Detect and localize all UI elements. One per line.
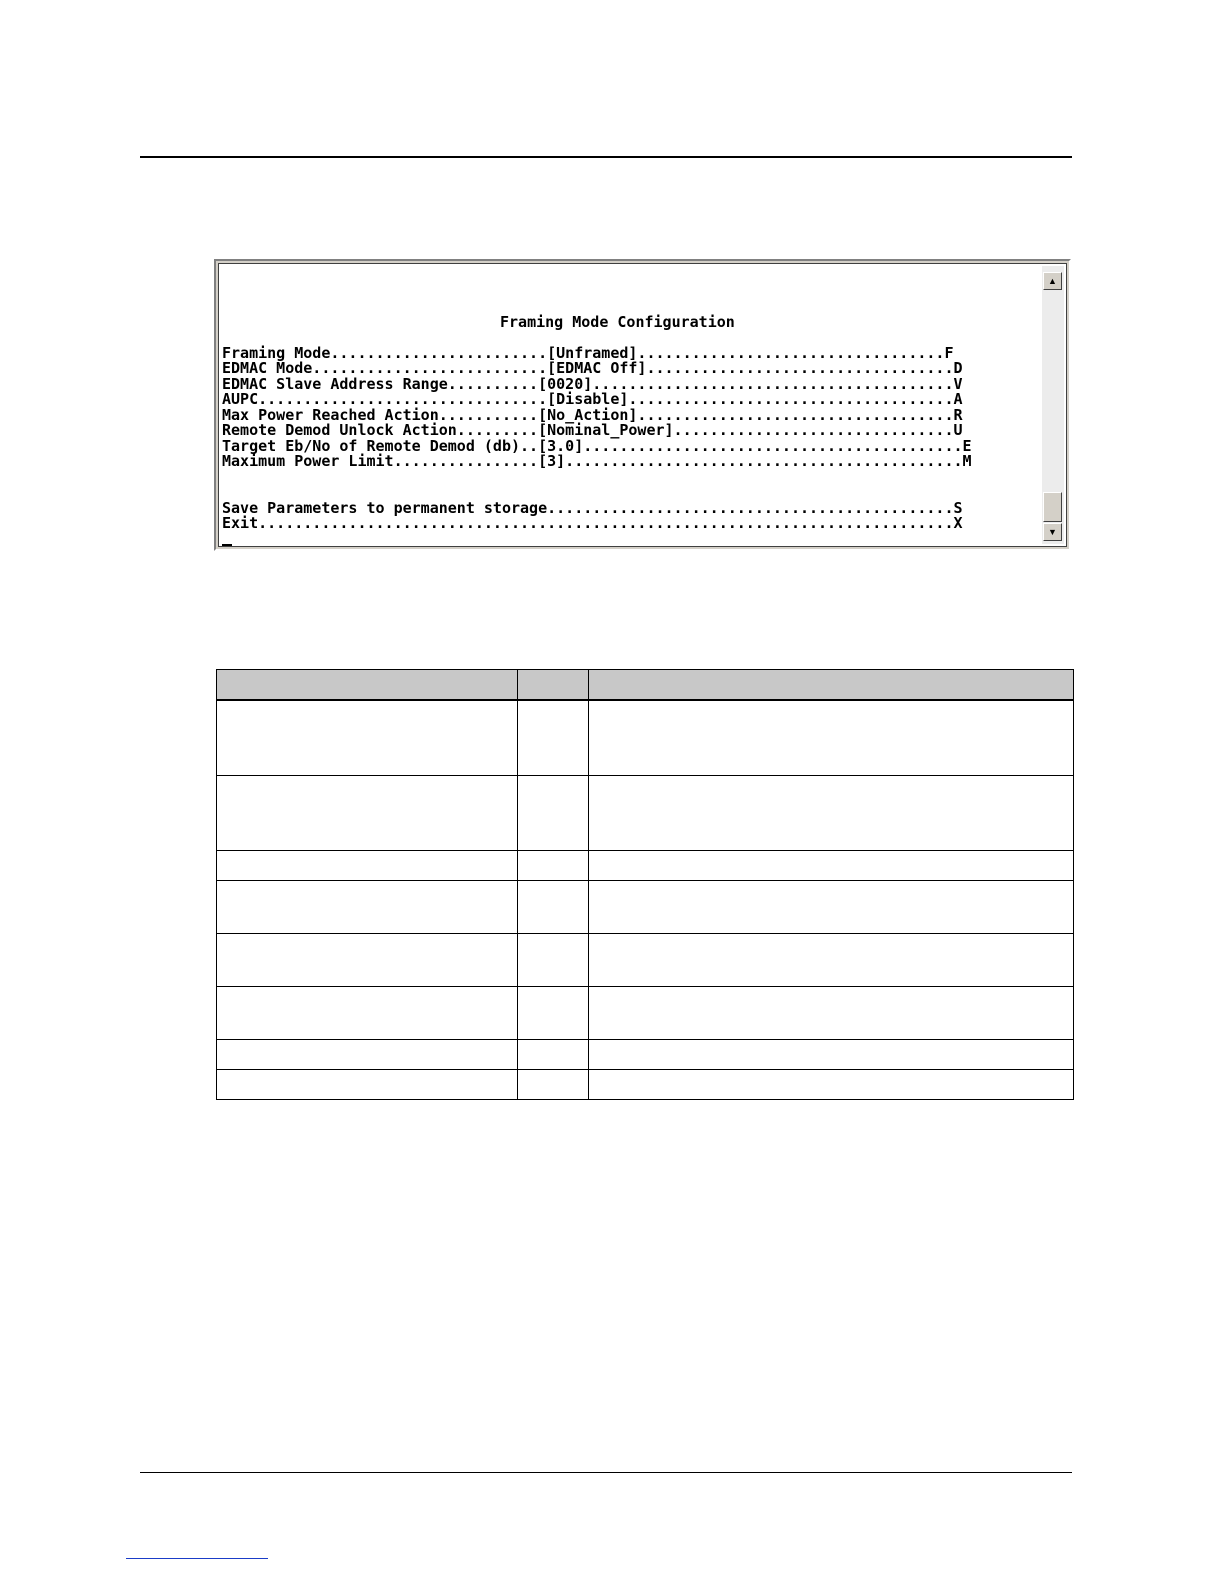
menu-save-parameters[interactable]: Save Parameters to permanent storage.............................................S xyxy=(222,499,963,517)
table-row xyxy=(217,850,1074,880)
table-cell xyxy=(518,850,589,880)
header-rule xyxy=(140,156,1072,158)
table-cell xyxy=(518,700,589,775)
table-cell xyxy=(518,1069,589,1099)
table-cell xyxy=(518,986,589,1039)
table-row xyxy=(217,700,1074,775)
footer-rule xyxy=(140,1472,1072,1473)
terminal-cursor xyxy=(222,544,232,546)
menu-maximum-power-limit[interactable]: Maximum Power Limit................[3]............................................M xyxy=(222,452,972,470)
menu-edmac-mode[interactable]: EDMAC Mode..........................[EDMAC Off]..................................D xyxy=(222,359,963,377)
table-row xyxy=(217,986,1074,1039)
table-cell xyxy=(589,1069,1074,1099)
table-cell xyxy=(589,775,1074,850)
table-cell xyxy=(589,933,1074,986)
scroll-down-button[interactable] xyxy=(1043,523,1062,541)
table-cell xyxy=(589,880,1074,933)
table-header-cell xyxy=(217,670,518,701)
menu-target-ebno[interactable]: Target Eb/No of Remote Demod (db)..[3.0]..........................................E xyxy=(222,437,972,455)
table-cell xyxy=(518,933,589,986)
arrow-down-icon: ▼ xyxy=(1048,527,1057,537)
table-cell xyxy=(589,986,1074,1039)
terminal-text xyxy=(222,264,1042,546)
table-row xyxy=(217,880,1074,933)
menu-max-power-action[interactable]: Max Power Reached Action...........[No_Action]...................................R xyxy=(222,406,963,424)
table-cell xyxy=(589,850,1074,880)
menu-exit[interactable]: Exit.............................................................................X xyxy=(222,514,963,532)
table-row xyxy=(217,1039,1074,1069)
table-row xyxy=(217,1069,1074,1099)
table-cell xyxy=(217,986,518,1039)
table-cell xyxy=(217,880,518,933)
terminal-scrollbar[interactable] xyxy=(1042,266,1064,544)
scroll-thumb[interactable] xyxy=(1043,492,1062,522)
table-header-cell xyxy=(518,670,589,701)
menu-aupc[interactable]: AUPC................................[Disable]....................................A xyxy=(222,390,963,408)
command-table xyxy=(216,669,1074,1100)
terminal-window xyxy=(214,259,1071,551)
table-row xyxy=(217,933,1074,986)
menu-framing-mode[interactable]: Framing Mode........................[Unframed]..................................F xyxy=(222,344,954,362)
table-cell xyxy=(217,850,518,880)
terminal-title: Framing Mode Configuration xyxy=(500,313,735,331)
footer-link-underline xyxy=(126,1558,268,1559)
table-row xyxy=(217,775,1074,850)
table-cell xyxy=(217,933,518,986)
table-cell xyxy=(518,775,589,850)
terminal-screen xyxy=(218,263,1067,547)
table-cell xyxy=(518,1039,589,1069)
table-cell xyxy=(217,775,518,850)
table-header-cell xyxy=(589,670,1074,701)
table-cell xyxy=(217,700,518,775)
table-cell xyxy=(589,1039,1074,1069)
table-cell xyxy=(217,1069,518,1099)
table-cell xyxy=(589,700,1074,775)
menu-remote-demod-unlock[interactable]: Remote Demod Unlock Action.........[Nominal_Power]...............................U xyxy=(222,421,963,439)
arrow-up-icon: ▲ xyxy=(1048,276,1057,286)
scroll-up-button[interactable] xyxy=(1043,272,1062,290)
table-cell xyxy=(217,1039,518,1069)
table-header-row xyxy=(217,670,1074,701)
menu-edmac-slave-address[interactable]: EDMAC Slave Address Range..........[0020]........................................V xyxy=(222,375,963,393)
table-cell xyxy=(518,880,589,933)
